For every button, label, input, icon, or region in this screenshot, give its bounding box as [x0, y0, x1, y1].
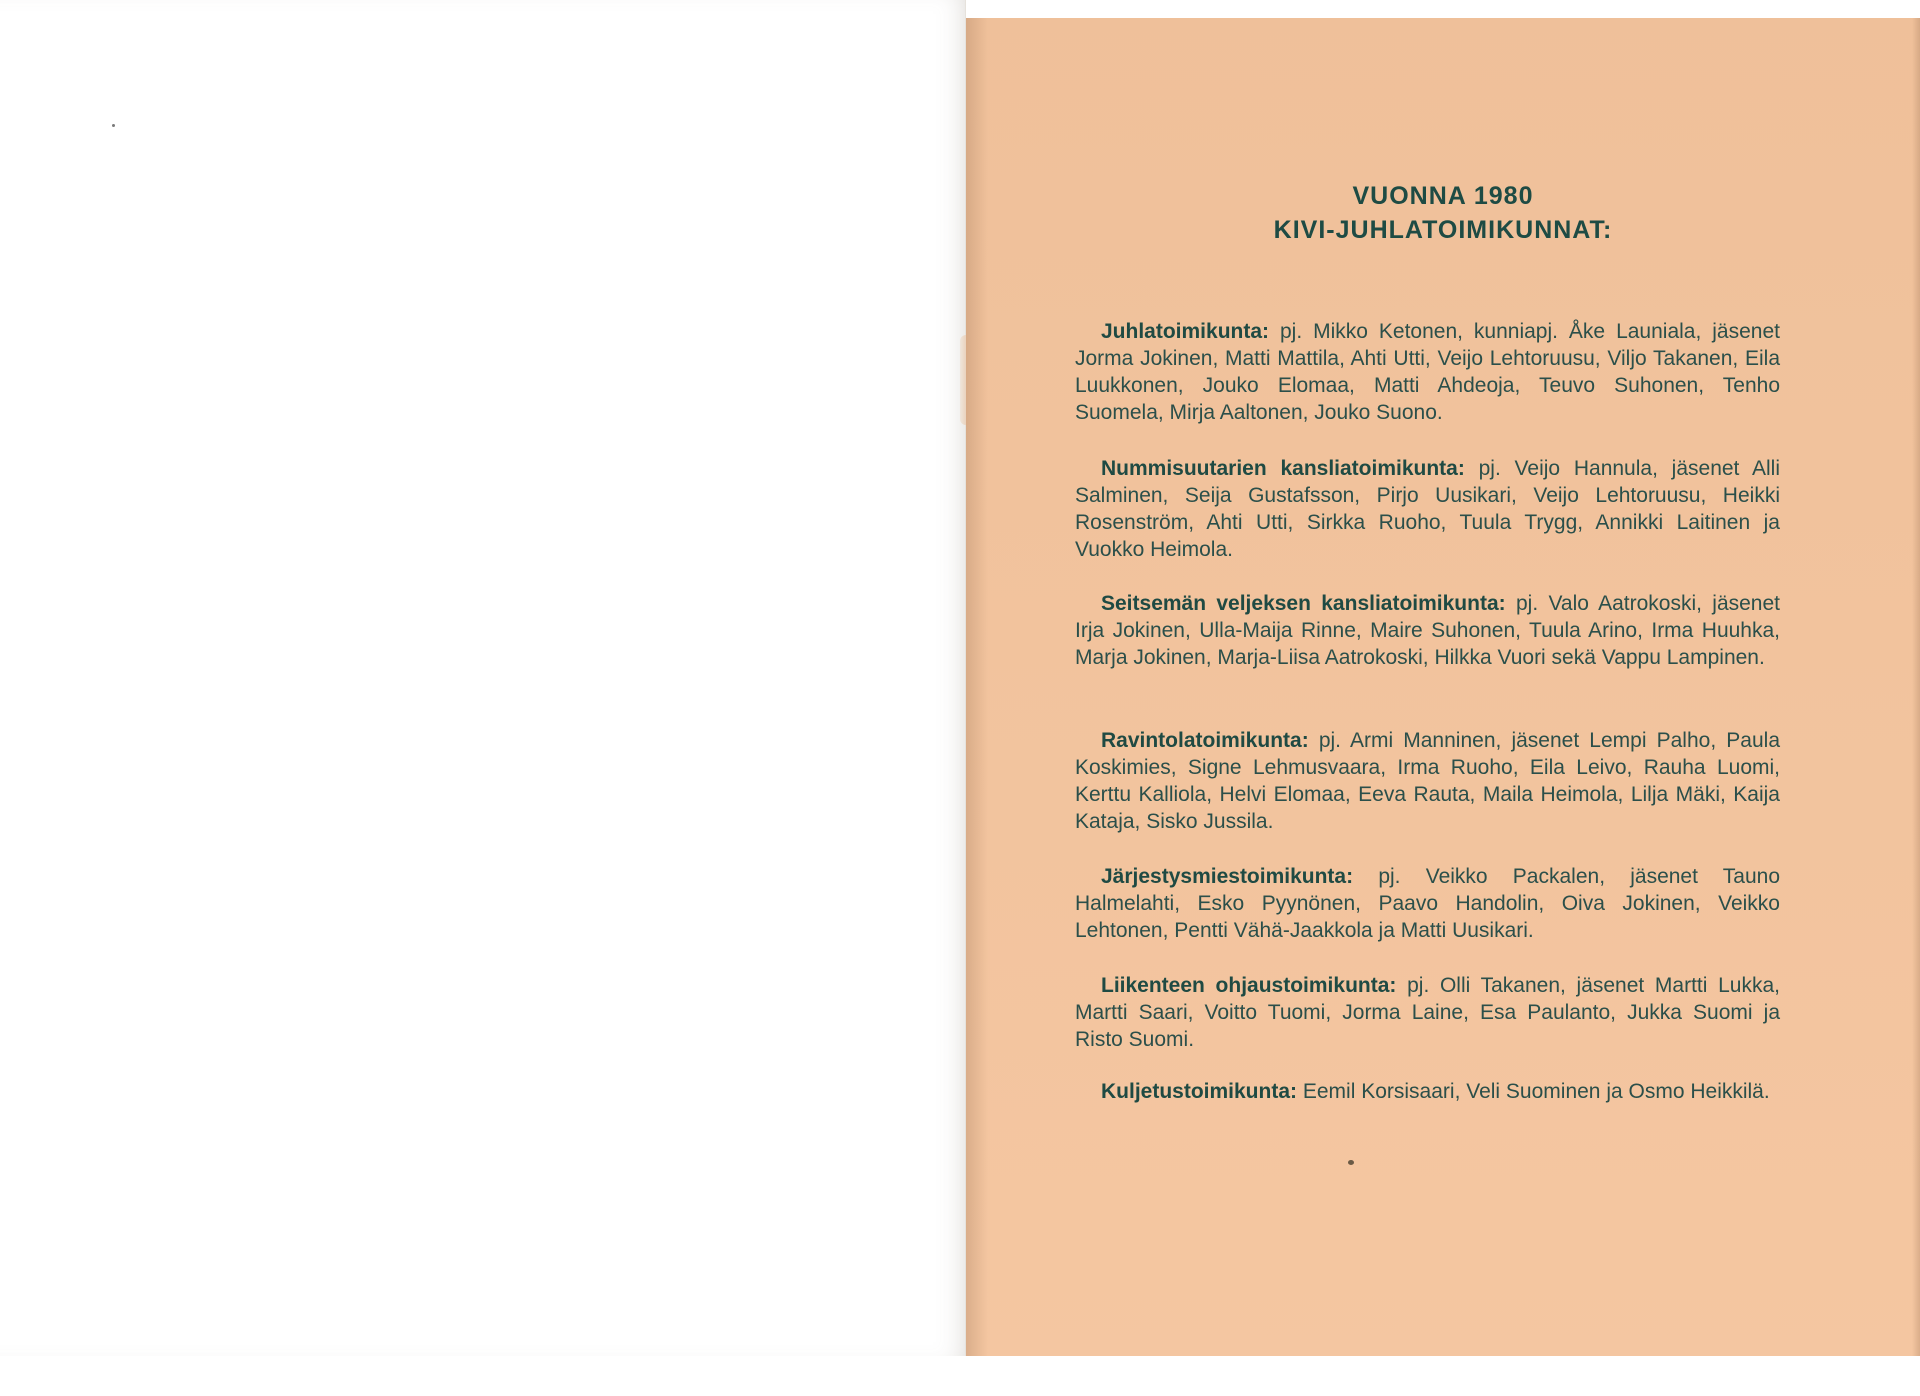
committee-members: pj. Armi Manninen, jäsenet Lempi Palho, Paula Koskimies, Signe Lehmusvaara, Irma Ruoho, Eila Leivo, Rauha Luomi, Kerttu Kalliola, Helvi Elomaa, Eeva Rauta, Maila Heimola, Lilja Mäki, Kaija Kataja, Sisko Jussila. — [1075, 729, 1781, 833]
committee-members: pj. Valo Aatrokoski, jäsenet Irja Jokinen, Ulla-Maija Rinne, Maire Suhonen, Tuula Arino, Irma Huuhka, Marja Jokinen, Marja-Liisa Aatrokoski, Hilkka Vuori sekä Vappu Lampinen. — [1075, 592, 1780, 669]
committee-members: pj. Veijo Hannula, jäsenet Alli Salminen, Seija Gustafsson, Pirjo Uusikari, Veijo Lehtoruusu, Heikki Rosenström, Ahti Utti, Sirkka Ruoho, Tuula Trygg, Annikki Laitinen ja Vuokko Heimola. — [1075, 457, 1780, 561]
committee-paragraph — [1075, 972, 1780, 1053]
committee-name: Nummisuutarien kansliatoimikunta: — [1101, 457, 1465, 480]
committee-name: Liikenteen ohjaustoimikunta: — [1101, 974, 1397, 997]
committee-paragraph — [1075, 1078, 1780, 1105]
committee-name: Seitsemän veljeksen kansliatoimikunta: — [1101, 592, 1506, 615]
committee-name: Järjestysmiestoimikunta: — [1101, 865, 1354, 888]
committee-members: pj. Mikko Ketonen, kunniapj. Åke Launiala, jäsenet Jorma Jokinen, Matti Mattila, Ahti Utti, Veijo Lehtoruusu, Viljo Takanen, Eila Luukkonen, Jouko Elomaa, Matti Ahdeoja, Teuvo Suhonen, Tenho Suomela, Mirja Aaltonen, Jouko Suono. — [1075, 320, 1780, 424]
committee-members: pj. Olli Takanen, jäsenet Martti Lukka, Martti Saari, Voitto Tuomi, Jorma Laine, Esa Paulanto, Jukka Suomi ja Risto Suomi. — [1075, 974, 1780, 1051]
committee-name: Ravintolatoimikunta: — [1101, 729, 1309, 752]
committee-name: Juhlatoimikunta: — [1101, 320, 1270, 343]
committee-members: Eemil Korsisaari, Veli Suominen ja Osmo Heikkilä. — [1302, 1080, 1770, 1103]
page-title-committees: KIVI-JUHLATOIMIKUNNAT: — [1273, 216, 1613, 244]
committee-name: Kuljetustoimikunta: — [1101, 1080, 1298, 1103]
committee-paragraph — [1075, 727, 1780, 835]
committee-paragraph — [1075, 590, 1780, 671]
committee-paragraph — [1075, 455, 1780, 563]
committee-members: pj. Veikko Packalen, jäsenet Tauno Halmelahti, Esko Pyynönen, Paavo Handolin, Oiva Jokinen, Veikko Lehtonen, Pentti Vähä-Jaakkola ja Matti Uusikari. — [1075, 865, 1780, 942]
ink-speck — [1348, 1160, 1354, 1165]
committee-paragraph — [1075, 318, 1780, 426]
committee-paragraph — [1075, 863, 1780, 944]
paper-speck — [112, 124, 115, 127]
page-title-year: VUONNA 1980 — [1352, 182, 1534, 210]
left-page-blank — [0, 0, 966, 1356]
